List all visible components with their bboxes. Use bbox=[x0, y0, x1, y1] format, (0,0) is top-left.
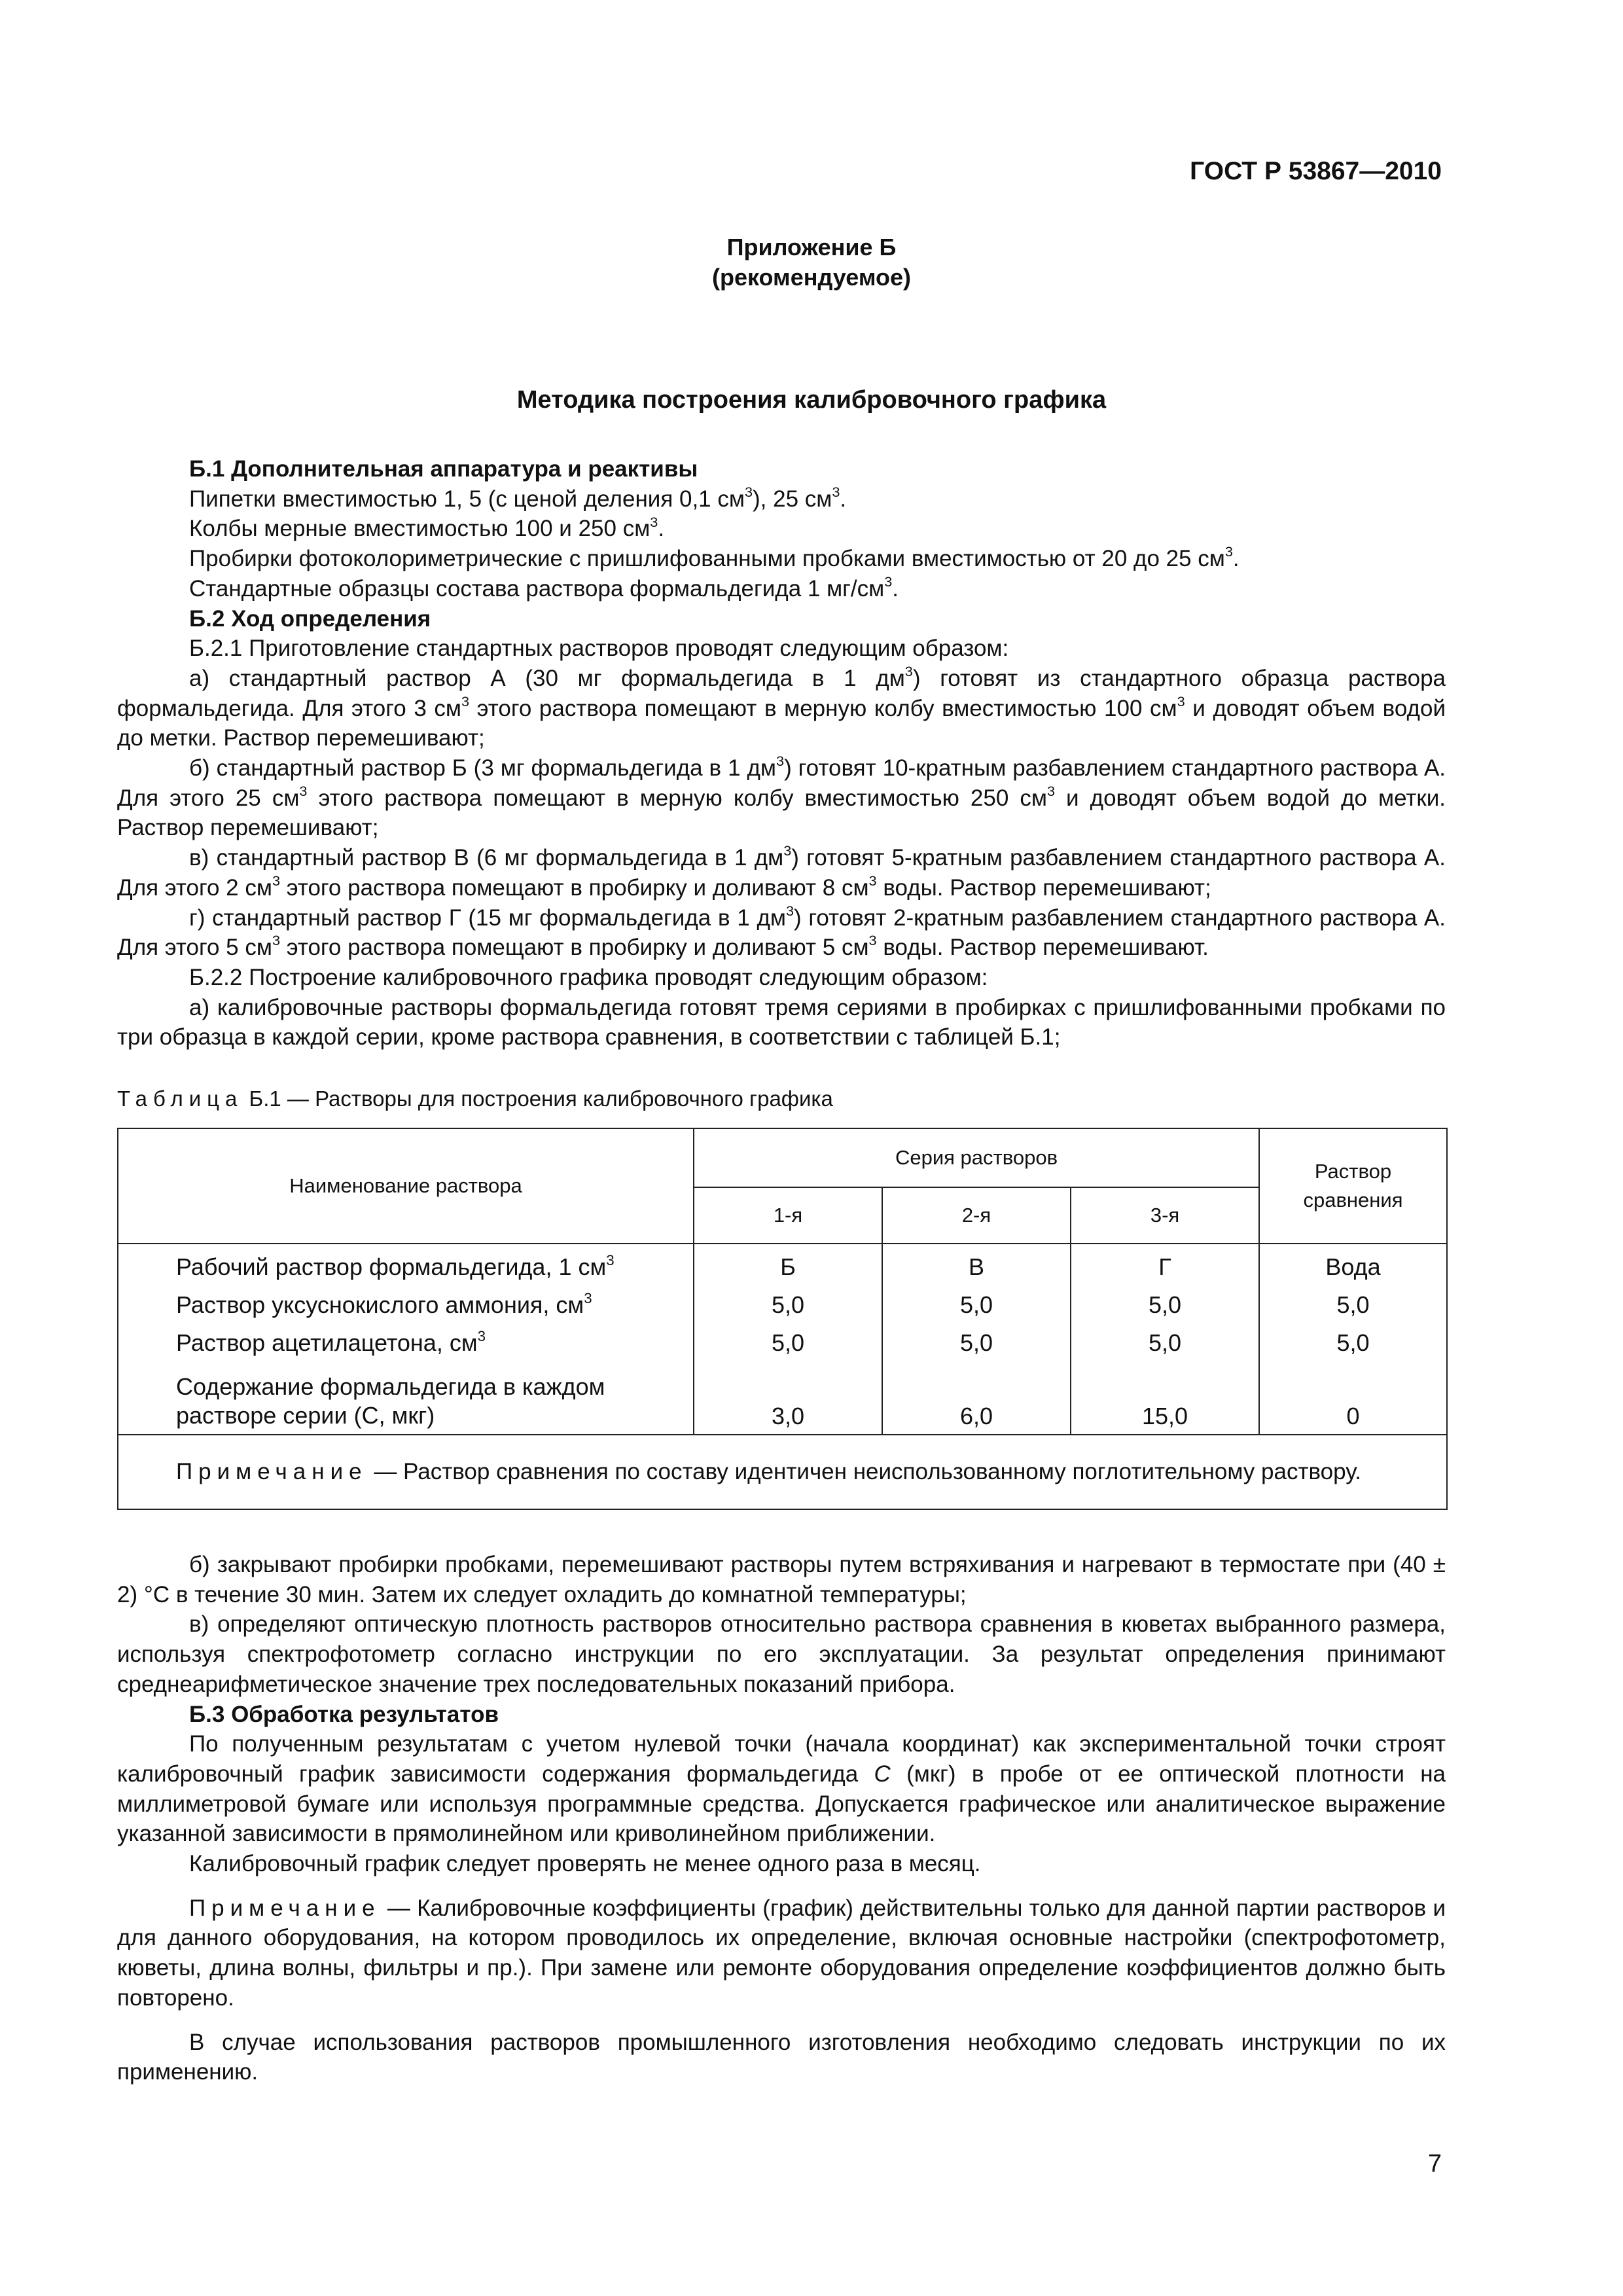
table-cell: 15,0 bbox=[1071, 1362, 1259, 1435]
row-label: Раствор уксуснокислого аммония, $см^3$ bbox=[118, 1286, 694, 1324]
table-cell: 0 bbox=[1259, 1362, 1447, 1435]
paragraph: Пипетки вместимостью 1, 5 (с ценой деления 0,1 $см^3$), 25 $см^3$. bbox=[189, 483, 847, 512]
table-row bbox=[118, 1362, 1447, 1435]
header-solution-name: Наименование раствора bbox=[118, 1128, 694, 1244]
table-cell: 5,0 bbox=[694, 1286, 882, 1324]
table-cell: 5,0 bbox=[694, 1324, 882, 1362]
table-caption: Таблица Б.1 — Растворы для построения калибровочного графика bbox=[117, 1086, 833, 1111]
table-row bbox=[118, 1324, 1447, 1362]
paragraph: Б.2.2 Построение калибровочного графика проводят следующим образом: bbox=[189, 964, 988, 990]
header-reference: Раствор сравнения bbox=[1259, 1128, 1447, 1244]
paragraph: б) стандартный раствор Б (3 мг формальдегида в 1 $дм^3$) готовят 10-кратным разбавлением стандартного раствора А. Для этого 25 $см^3$ этого раствора помещают в мерную колбу вместимостью 250 $см^3$ и доводят объем водой до метки. Раствор перемешивают; bbox=[117, 753, 1446, 841]
table-row bbox=[118, 1286, 1447, 1324]
document-title: Методика построения калибровочного графика bbox=[516, 386, 1107, 414]
paragraph: Калибровочный график следует проверять не менее одного раза в месяц. bbox=[189, 1851, 981, 1877]
table-cell: 5,0 bbox=[1259, 1286, 1447, 1324]
table-cell: 5,0 bbox=[882, 1324, 1071, 1362]
section-body-continued bbox=[117, 1550, 1446, 2087]
note-paragraph: Примечание — Калибровочные коэффициенты (график) действительны только для данной партии растворов и для данного оборудования, на котором проводилось их определение, включая основные настройки (спектрофотометр, кюветы, длина волны, фильтры и пр.). При замене или ремонте оборудования определение коэффициентов должно быть повторено. bbox=[117, 1895, 1446, 2011]
section-b2-heading: Б.2 Ход определения bbox=[189, 605, 431, 632]
appendix-heading bbox=[0, 232, 1623, 293]
table-cell: 6,0 bbox=[882, 1362, 1071, 1435]
header-series-2: 2-я bbox=[882, 1187, 1071, 1244]
paragraph: а) стандартный раствор А (30 мг формальдегида в 1 $дм^3$) готовят из стандартного образца раствора формальдегида. Для этого 3 $см^3$ этого раствора помещают в мерную колбу вместимостью 100 $см^3$ и доводят объем водой до метки. Раствор перемешивают; bbox=[117, 663, 1446, 751]
table-header-row bbox=[118, 1128, 1447, 1187]
section-b1-heading: Б.1 Дополнительная аппаратура и реактивы bbox=[189, 456, 698, 482]
paragraph: в) определяют оптическую плотность растворов относительно раствора сравнения в кюветах выбранного размера, используя спектрофотометр согласно инструкции по его эксплуатации. За результат определения принимают среднеарифметическое значение трех последовательных показаний прибора. bbox=[117, 1611, 1446, 1697]
table-cell: 5,0 bbox=[882, 1286, 1071, 1324]
paragraph: б) закрывают пробирки пробками, перемешивают растворы путем встряхивания и нагревают в термостате при (40 ± 2) °С в течение 30 мин. Затем их следует охладить до комнатной температуры; bbox=[117, 1552, 1446, 1607]
table-cell: Вода bbox=[1259, 1244, 1447, 1286]
appendix-status: (рекомендуемое) bbox=[712, 264, 911, 291]
table-b1 bbox=[117, 1128, 1448, 1510]
header-series-1: 1-я bbox=[694, 1187, 882, 1244]
section-body bbox=[117, 454, 1446, 1052]
table-cell: 3,0 bbox=[694, 1362, 882, 1435]
table-note-row bbox=[118, 1435, 1447, 1509]
table-row bbox=[118, 1244, 1447, 1286]
row-label: Содержание формальдегида в каждом растворе серии (С, мкг) bbox=[118, 1362, 694, 1435]
paragraph: Б.2.1 Приготовление стандартных растворов проводят следующим образом: bbox=[189, 636, 1009, 662]
paragraph: Колбы мерные вместимостью 100 и 250 $см^3$. bbox=[189, 513, 665, 542]
table-cell: 5,0 bbox=[1071, 1286, 1259, 1324]
paragraph: г) стандартный раствор Г (15 мг формальдегида в 1 $дм^3$) готовят 2-кратным разбавлением стандартного раствора А. Для этого 5 $см^3$ этого раствора помещают в пробирку и доливают 5 $см^3$ воды. Раствор перемешивают. bbox=[117, 902, 1446, 961]
row-label: Рабочий раствор формальдегида, 1 $см^3$ bbox=[118, 1244, 694, 1286]
paragraph: В случае использования растворов промышленного изготовления необходимо следовать инструкции по их применению. bbox=[117, 2029, 1446, 2085]
page-number: 7 bbox=[1427, 2150, 1442, 2178]
appendix-title: Приложение Б bbox=[726, 234, 897, 260]
standard-number: ГОСТ Р 53867—2010 bbox=[1190, 157, 1442, 185]
table-cell: В bbox=[882, 1244, 1071, 1286]
paragraph: в) стандартный раствор В (6 мг формальдегида в 1 $дм^3$) готовят 5-кратным разбавлением стандартного раствора А. Для этого 2 $см^3$ этого раствора помещают в пробирку и доливают 8 $см^3$ воды. Раствор перемешивают; bbox=[117, 842, 1446, 901]
table-cell: 5,0 bbox=[1259, 1324, 1447, 1362]
table-note: Примечание — Раствор сравнения по составу идентичен неиспользованному поглотительному раствору. bbox=[118, 1435, 1447, 1509]
table-cell: Г bbox=[1071, 1244, 1259, 1286]
paragraph: а) калибровочные растворы формальдегида готовят тремя сериями в пробирках с пришлифованными пробками по три образца в каждой серии, кроме раствора сравнения, в соответствии с таблицей Б.1; bbox=[117, 994, 1446, 1050]
paragraph: Стандартные образцы состава раствора формальдегида 1 $мг/см^3$. bbox=[189, 573, 899, 601]
section-b3-heading: Б.3 Обработка результатов bbox=[189, 1701, 499, 1727]
row-label: Раствор ацетилацетона, $см^3$ bbox=[118, 1324, 694, 1362]
table-cell: Б bbox=[694, 1244, 882, 1286]
paragraph: Пробирки фотоколориметрические с пришлифованными пробками вместимостью от 20 до 25 $см^3$. bbox=[189, 543, 1240, 572]
paragraph: По полученным результатам с учетом нулевой точки (начала координат) как экспериментальной точки строят калибровочный график зависимости содержания формальдегида С (мкг) в пробе от ее оптической плотности на миллиметровой бумаге или используя программные средства. Допускается графическое или аналитическое выражение указанной зависимости в прямолинейном или криволинейном приближении. bbox=[117, 1731, 1446, 1847]
table-cell: 5,0 bbox=[1071, 1324, 1259, 1362]
header-series-3: 3-я bbox=[1071, 1187, 1259, 1244]
header-series: Серия растворов bbox=[694, 1128, 1259, 1187]
